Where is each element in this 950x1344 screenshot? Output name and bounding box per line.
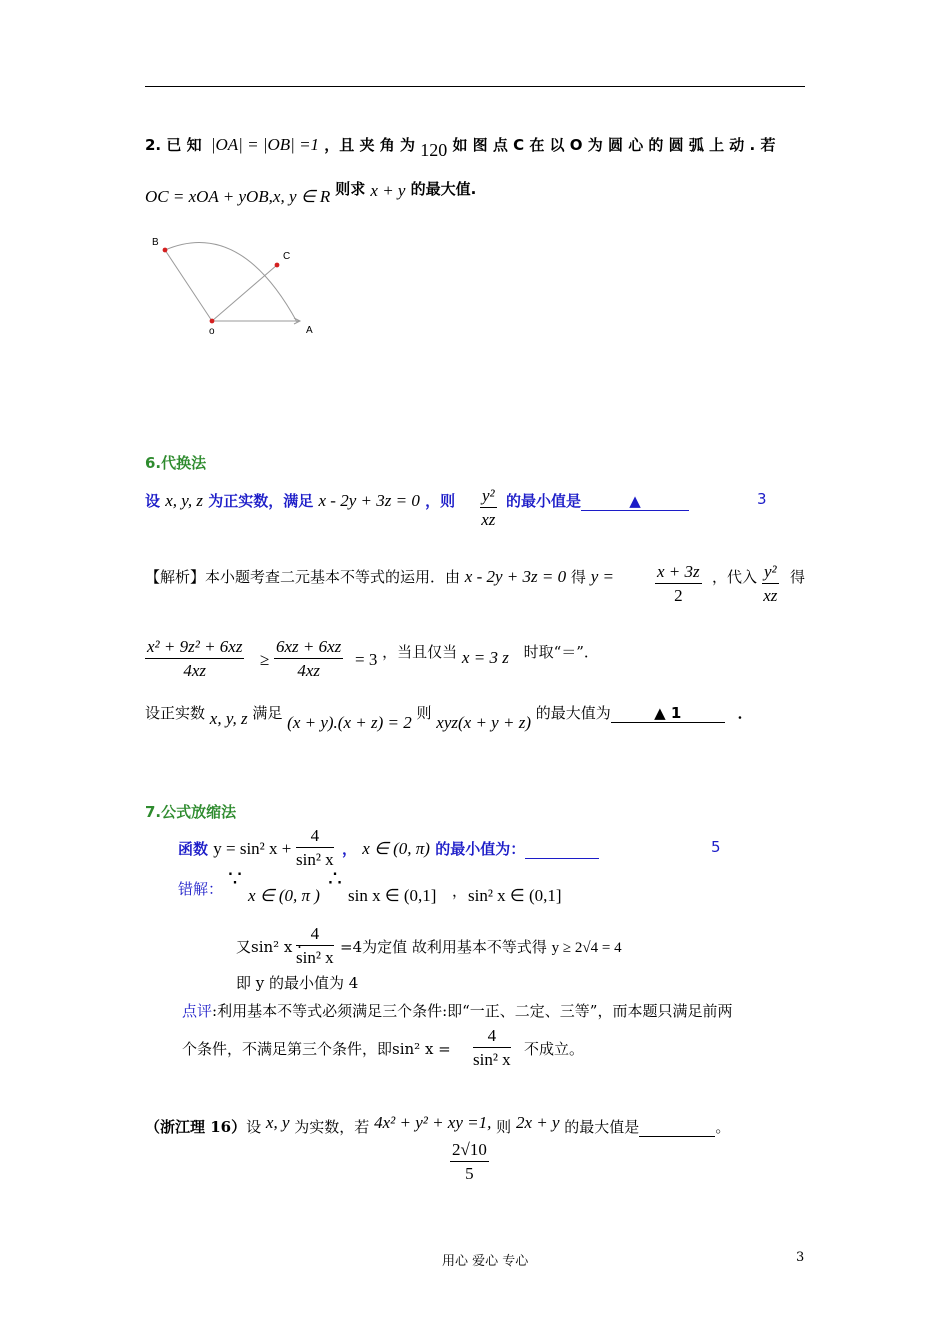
section-7-question: 函数 y = sin² x + — [178, 839, 292, 858]
also-step-1: 又sin² x · — [236, 938, 302, 956]
section-6-answer: 3 — [757, 490, 767, 508]
section-6-question-2: 设正实数 x, y, z 满足 (x + y).(x + z) = 2 则 xyz(x + y + z) 的最大值为 ▲ 1 ． — [145, 704, 753, 732]
inequality-fraction-2: $\frac{6xz + 6xz}{4xz}$ — [276, 637, 342, 680]
label-a: A — [306, 325, 313, 336]
answer-blank-2: ▲ 1 — [611, 704, 725, 723]
section-7-heading: 7.公式放缩法 — [145, 803, 237, 821]
wrong-step-1: x ∈ (0, π ) — [248, 886, 320, 905]
problem-2-line-1: 2. 已 知 |OA| = |OB| =1 ，且 夹 角 为 120 如 图 点 C 在 以 O 为 圆 心 的 圆 弧 上 动 . 若 — [145, 135, 776, 160]
section-6-solution-fraction-2: $\frac{\text{y²}}{xz}$ — [763, 562, 778, 605]
section-7-question-tail: ， x ∈ (0, π) 的最小值为： — [342, 838, 599, 859]
point-c — [275, 263, 280, 268]
section-6-heading: 6.代换法 — [145, 454, 207, 472]
section-6-solution: 【解析】本小题考查二元基本不等式的运用．由 x - 2y + 3z = 0 得 y = — [145, 567, 614, 586]
arc-line — [165, 242, 297, 322]
problem-2-line-2: OC = xOA + yOB,x, y ∈ R 则求 x + y 的最大值. — [145, 180, 477, 206]
page-number: 3 — [796, 1250, 805, 1265]
wrong-step-comma: ， — [452, 882, 468, 900]
header-rule — [145, 86, 805, 87]
section-6-question-tail: 的最小值是 ▲ — [506, 490, 689, 511]
section-7-question-fraction: $\frac{4}{\text{sin² x}}$ — [296, 826, 334, 869]
comment-fraction: $\frac{4}{\text{sin² x}}$ — [473, 1026, 511, 1069]
answer-blank-3 — [525, 840, 599, 859]
wrong-solution-label: 错解： — [178, 880, 224, 898]
arc-figure — [145, 228, 345, 340]
zhejiang-answer-fraction: $\frac{2√10}{5}$ — [452, 1140, 487, 1183]
minimum-line: 即 y 的最小值为 4 — [236, 974, 359, 992]
answer-blank: ▲ — [581, 492, 689, 511]
therefore-symbol: ∴ — [328, 866, 342, 891]
section-7-answer: 5 — [711, 838, 721, 856]
point-b — [163, 248, 168, 253]
section-6-solution-get: 得 — [790, 568, 806, 586]
because-symbol: ∵ — [228, 866, 242, 891]
section-6-question: 设 x, y, z 为正实数，满足 x - 2y + 3z = 0 ，则 — [145, 491, 456, 510]
wrong-step-2: sin x ∈ (0,1] — [348, 886, 437, 905]
section-6-solution-fraction: $\frac{x + 3z}{2}$ — [657, 562, 700, 605]
inequality-ge: ≥ — [260, 650, 270, 669]
also-step-fraction: $\frac{4}{\text{sin² x}}$ — [296, 924, 334, 967]
vector-oc — [212, 265, 277, 321]
comment-line-1: 点评:利用基本不等式必须满足三个条件:即“一正、二定、三等”，而本题只满足前两 — [182, 1002, 733, 1020]
inequality-tail: = 3 ，当且仅当 x = 3 z 时取“＝”． — [355, 643, 599, 669]
wrong-step-3: sin² x ∈ (0,1] — [468, 886, 562, 905]
label-o: o — [209, 326, 215, 337]
zhejiang-problem: （浙江理 16）设 x, y 为实数，若 4x² + y² + xy =1, 则 2x + y 的最大值是 。 — [145, 1113, 731, 1136]
section-6-solution-substitute: ，代入 — [712, 568, 758, 586]
answer-blank-4 — [639, 1118, 715, 1137]
inequality-fraction-1: $\frac{\text{x² + 9z² + 6xz}}{4xz}$ — [147, 637, 243, 680]
also-step-2: =4为定值 故利用基本不等式得 y ≥ 2√4 = 4 — [340, 938, 622, 956]
comment-line-2: 个条件，不满足第三个条件，即sin² x = — [182, 1040, 451, 1058]
label-b: B — [152, 237, 159, 248]
section-6-question-fraction: $\frac{\text{y²}}{xz}$ — [481, 486, 496, 529]
comment-line-2-tail: 不成立。 — [524, 1040, 585, 1058]
footer-motto: 用心 爱心 专心 — [442, 1254, 529, 1269]
label-c: C — [283, 251, 291, 262]
vector-ob — [165, 250, 212, 321]
point-o — [210, 319, 215, 324]
